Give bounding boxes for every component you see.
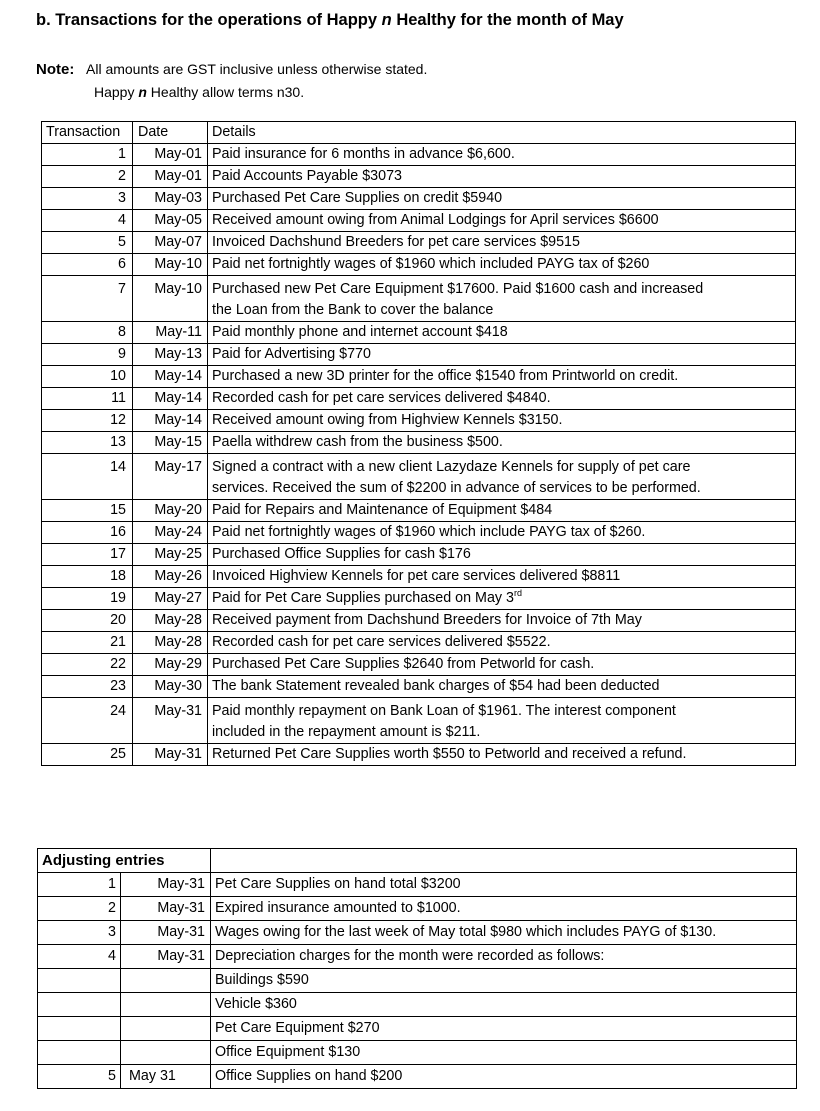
transaction-details bbox=[208, 232, 796, 254]
table-row bbox=[42, 610, 796, 632]
details-text: Purchased Pet Care Supplies $2640 from Petworld for cash. bbox=[212, 656, 595, 672]
transaction-details bbox=[208, 632, 796, 654]
adjusting-date bbox=[121, 993, 211, 1017]
adjusting-details: Buildings $590 bbox=[211, 969, 797, 993]
transaction-number: 8 bbox=[42, 322, 133, 344]
transaction-number: 21 bbox=[42, 632, 133, 654]
transaction-number: 20 bbox=[42, 610, 133, 632]
table-row bbox=[42, 632, 796, 654]
table-row bbox=[42, 322, 796, 344]
adjusting-number: 4 bbox=[38, 945, 121, 969]
transaction-number: 5 bbox=[42, 232, 133, 254]
transaction-details bbox=[208, 566, 796, 588]
adjusting-number bbox=[38, 969, 121, 993]
table-row bbox=[42, 454, 796, 500]
details-text: Paid Accounts Payable $3073 bbox=[212, 168, 402, 184]
transaction-date: May-20 bbox=[133, 500, 208, 522]
transaction-number: 1 bbox=[42, 144, 133, 166]
adjusting-details: Depreciation charges for the month were recorded as follows: bbox=[211, 945, 797, 969]
table-row bbox=[42, 410, 796, 432]
details-text-continued: included in the repayment amount is $211. bbox=[212, 724, 481, 740]
transaction-number: 13 bbox=[42, 432, 133, 454]
details-text: Paid monthly repayment on Bank Loan of $1961. The interest component bbox=[212, 703, 676, 719]
transaction-date: May-17 bbox=[133, 454, 208, 500]
table-row bbox=[42, 698, 796, 744]
table-row bbox=[42, 344, 796, 366]
table-row bbox=[42, 544, 796, 566]
transaction-number: 16 bbox=[42, 522, 133, 544]
transaction-date: May-10 bbox=[133, 276, 208, 322]
details-text: Signed a contract with a new client Lazydaze Kennels for supply of pet care bbox=[212, 459, 691, 475]
table-row bbox=[42, 276, 796, 322]
transaction-details bbox=[208, 588, 796, 610]
transaction-number: 11 bbox=[42, 388, 133, 410]
transaction-number: 22 bbox=[42, 654, 133, 676]
transaction-date: May-14 bbox=[133, 388, 208, 410]
adjusting-number bbox=[38, 993, 121, 1017]
adjusting-number: 5 bbox=[38, 1065, 121, 1089]
adjusting-date: May-31 bbox=[121, 945, 211, 969]
transaction-details bbox=[208, 544, 796, 566]
table-row bbox=[42, 210, 796, 232]
transaction-date: May-14 bbox=[133, 366, 208, 388]
adjusting-date: May-31 bbox=[121, 873, 211, 897]
transaction-details bbox=[208, 166, 796, 188]
details-text: Invoiced Highview Kennels for pet care services delivered $8811 bbox=[212, 568, 621, 584]
transaction-date: May-15 bbox=[133, 432, 208, 454]
transaction-details bbox=[208, 188, 796, 210]
transaction-number: 14 bbox=[42, 454, 133, 500]
transaction-date: May-27 bbox=[133, 588, 208, 610]
adjusting-date: May-31 bbox=[121, 897, 211, 921]
adjusting-number bbox=[38, 1017, 121, 1041]
transaction-details bbox=[208, 366, 796, 388]
note-block bbox=[36, 58, 427, 103]
details-text: The bank Statement revealed bank charges of $54 had been deducted bbox=[212, 678, 660, 694]
header-details: Details bbox=[208, 122, 796, 144]
transaction-details bbox=[208, 454, 796, 500]
header-date: Date bbox=[133, 122, 208, 144]
adjusting-details: Office Supplies on hand $200 bbox=[211, 1065, 797, 1089]
table-row bbox=[42, 166, 796, 188]
transaction-details bbox=[208, 144, 796, 166]
transaction-date: May-28 bbox=[133, 610, 208, 632]
details-text-continued: the Loan from the Bank to cover the balance bbox=[212, 302, 494, 318]
adjusting-details: Vehicle $360 bbox=[211, 993, 797, 1017]
details-text: Paid insurance for 6 months in advance $6,600. bbox=[212, 146, 515, 162]
table-row bbox=[42, 654, 796, 676]
transaction-number: 9 bbox=[42, 344, 133, 366]
table-row bbox=[42, 432, 796, 454]
transaction-date: May-10 bbox=[133, 254, 208, 276]
adjusting-details: Pet Care Equipment $270 bbox=[211, 1017, 797, 1041]
page-title: b. Transactions for the operations of Happy n Healthy for the month of May bbox=[36, 11, 624, 29]
table-row bbox=[42, 588, 796, 610]
transaction-date: May-26 bbox=[133, 566, 208, 588]
transaction-details bbox=[208, 254, 796, 276]
transaction-details bbox=[208, 744, 796, 766]
details-text: Purchased Pet Care Supplies on credit $5940 bbox=[212, 190, 503, 206]
details-text: Paid for Pet Care Supplies purchased on May 3 bbox=[212, 590, 514, 606]
transaction-number: 18 bbox=[42, 566, 133, 588]
transaction-details bbox=[208, 610, 796, 632]
transaction-number: 24 bbox=[42, 698, 133, 744]
transaction-date: May-01 bbox=[133, 166, 208, 188]
adjusting-details: Expired insurance amounted to $1000. bbox=[211, 897, 797, 921]
transaction-number: 7 bbox=[42, 276, 133, 322]
table-header-row bbox=[42, 122, 796, 144]
adjusting-date: May-31 bbox=[121, 921, 211, 945]
transaction-date: May-07 bbox=[133, 232, 208, 254]
details-text: Recorded cash for pet care services delivered $4840. bbox=[212, 390, 551, 406]
adjusting-number: 3 bbox=[38, 921, 121, 945]
table-row bbox=[42, 388, 796, 410]
adjusting-details: Pet Care Supplies on hand total $3200 bbox=[211, 873, 797, 897]
ordinal-suffix: rd bbox=[514, 588, 523, 598]
details-text: Paid monthly phone and internet account $418 bbox=[212, 324, 508, 340]
table-row bbox=[42, 366, 796, 388]
details-text: Paella withdrew cash from the business $500. bbox=[212, 434, 503, 450]
details-text: Purchased a new 3D printer for the office $1540 from Printworld on credit. bbox=[212, 368, 679, 384]
transaction-date: May-03 bbox=[133, 188, 208, 210]
details-text: Returned Pet Care Supplies worth $550 to Petworld and received a refund. bbox=[212, 746, 687, 762]
adjusting-date bbox=[121, 969, 211, 993]
details-text: Paid net fortnightly wages of $1960 which included PAYG tax of $260 bbox=[212, 256, 650, 272]
transaction-date: May-24 bbox=[133, 522, 208, 544]
transaction-details bbox=[208, 698, 796, 744]
transaction-number: 19 bbox=[42, 588, 133, 610]
table-row bbox=[38, 1065, 797, 1089]
table-row bbox=[42, 144, 796, 166]
transaction-date: May-31 bbox=[133, 744, 208, 766]
transaction-date: May-14 bbox=[133, 410, 208, 432]
adjusting-header-blank bbox=[211, 849, 797, 873]
transaction-details bbox=[208, 676, 796, 698]
transaction-details bbox=[208, 210, 796, 232]
details-text: Received amount owing from Highview Kennels $3150. bbox=[212, 412, 563, 428]
table-row bbox=[42, 522, 796, 544]
details-text: Paid net fortnightly wages of $1960 which include PAYG tax of $260. bbox=[212, 524, 646, 540]
details-text: Purchased new Pet Care Equipment $17600. Paid $1600 cash and increased bbox=[212, 281, 704, 297]
transaction-details bbox=[208, 276, 796, 322]
table-row bbox=[42, 500, 796, 522]
table-row bbox=[42, 676, 796, 698]
transaction-number: 17 bbox=[42, 544, 133, 566]
table-row bbox=[38, 1041, 797, 1065]
adjusting-number: 2 bbox=[38, 897, 121, 921]
adjusting-entries-table bbox=[37, 848, 797, 1089]
adjusting-date bbox=[121, 1041, 211, 1065]
transaction-date: May-29 bbox=[133, 654, 208, 676]
header-transaction: Transaction bbox=[42, 122, 133, 144]
transaction-details bbox=[208, 388, 796, 410]
transaction-details bbox=[208, 322, 796, 344]
transaction-number: 2 bbox=[42, 166, 133, 188]
details-text: Invoiced Dachshund Breeders for pet care services $9515 bbox=[212, 234, 580, 250]
adjusting-date: May 31 bbox=[121, 1065, 211, 1089]
transaction-number: 23 bbox=[42, 676, 133, 698]
adjusting-number bbox=[38, 1041, 121, 1065]
transaction-date: May-31 bbox=[133, 698, 208, 744]
transaction-number: 12 bbox=[42, 410, 133, 432]
table-row bbox=[38, 969, 797, 993]
transaction-date: May-13 bbox=[133, 344, 208, 366]
table-row bbox=[38, 1017, 797, 1041]
table-row bbox=[38, 873, 797, 897]
transaction-date: May-28 bbox=[133, 632, 208, 654]
transaction-number: 10 bbox=[42, 366, 133, 388]
details-text: Paid for Repairs and Maintenance of Equipment $484 bbox=[212, 502, 553, 518]
transaction-number: 6 bbox=[42, 254, 133, 276]
transactions-table bbox=[41, 121, 796, 766]
table-row bbox=[38, 993, 797, 1017]
table-row bbox=[38, 897, 797, 921]
details-text: Paid for Advertising $770 bbox=[212, 346, 371, 362]
transaction-details bbox=[208, 344, 796, 366]
table-row bbox=[42, 566, 796, 588]
adjusting-header: Adjusting entries bbox=[38, 849, 211, 873]
adjusting-details: Wages owing for the last week of May total $980 which includes PAYG of $130. bbox=[211, 921, 797, 945]
transaction-date: May-11 bbox=[133, 322, 208, 344]
transaction-number: 4 bbox=[42, 210, 133, 232]
details-text: Received payment from Dachshund Breeders for Invoice of 7th May bbox=[212, 612, 642, 628]
table-row bbox=[42, 254, 796, 276]
transaction-number: 15 bbox=[42, 500, 133, 522]
transaction-details bbox=[208, 654, 796, 676]
adjusting-details: Office Equipment $130 bbox=[211, 1041, 797, 1065]
transaction-date: May-05 bbox=[133, 210, 208, 232]
table-row bbox=[38, 921, 797, 945]
transaction-details bbox=[208, 500, 796, 522]
note-label: Note: bbox=[36, 61, 75, 78]
transaction-date: May-25 bbox=[133, 544, 208, 566]
table-row bbox=[42, 744, 796, 766]
table-row bbox=[38, 945, 797, 969]
transaction-number: 3 bbox=[42, 188, 133, 210]
table-row bbox=[42, 188, 796, 210]
adjusting-number: 1 bbox=[38, 873, 121, 897]
transaction-details bbox=[208, 432, 796, 454]
note-line-1: All amounts are GST inclusive unless otherwise stated. bbox=[86, 61, 428, 77]
adjusting-header-row bbox=[38, 849, 797, 873]
transaction-date: May-30 bbox=[133, 676, 208, 698]
transaction-details bbox=[208, 522, 796, 544]
note-line-2: Happy n Healthy allow terms n30. bbox=[94, 84, 305, 100]
table-row bbox=[42, 232, 796, 254]
transaction-details bbox=[208, 410, 796, 432]
transaction-date: May-01 bbox=[133, 144, 208, 166]
details-text: Received amount owing from Animal Lodgings for April services $6600 bbox=[212, 212, 659, 228]
details-text-continued: services. Received the sum of $2200 in advance of services to be performed. bbox=[212, 480, 701, 496]
details-text: Recorded cash for pet care services delivered $5522. bbox=[212, 634, 551, 650]
details-text: Purchased Office Supplies for cash $176 bbox=[212, 546, 471, 562]
adjusting-date bbox=[121, 1017, 211, 1041]
transaction-number: 25 bbox=[42, 744, 133, 766]
